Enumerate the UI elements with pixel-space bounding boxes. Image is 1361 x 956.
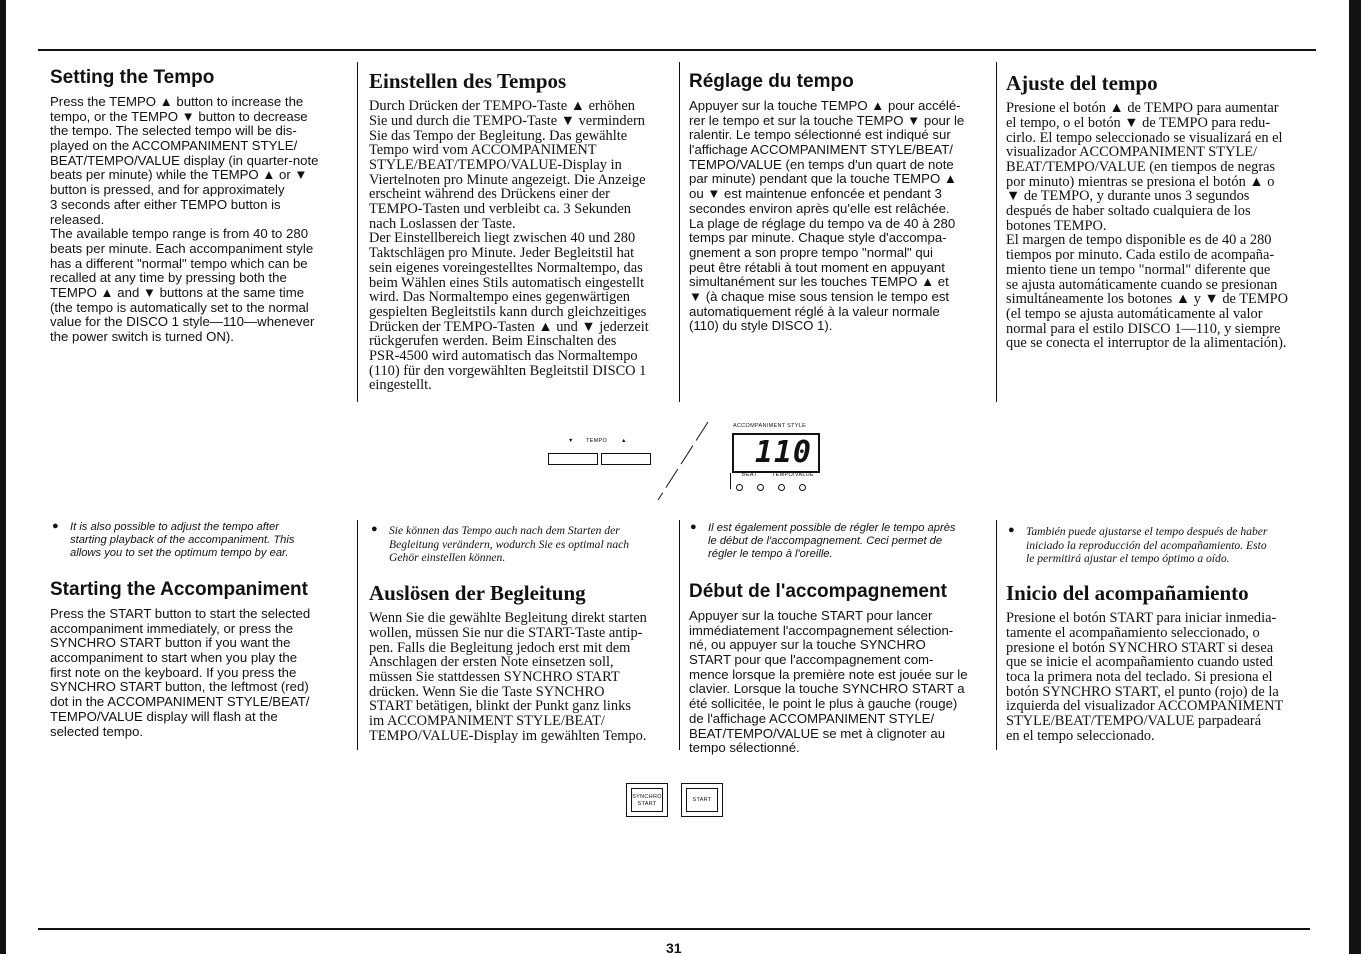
display-title: ACCOMPANIMENT STYLE xyxy=(733,423,807,429)
column-divider xyxy=(357,62,358,402)
column-divider xyxy=(996,62,997,402)
section-fr-tempo xyxy=(689,72,991,334)
section-body: Presione el botón ▲ de TEMPO para aumentar el tempo, o el botón ▼ de TEMPO para redu- cirlo. El tempo seleccionado se visualizará en el visualizador ACCOMPANIMENT STYLE/ BEAT/TEMPO/VALUE (en tiempos de negras por minuto) mientras se presiona el botón ▲ o ▼ de TEMPO, y durante unos 3 segundos después de haber soltado cualquiera de los botones TEMPO. El margen de tempo disponible es de 40 a 280 tiempos por minuto. Cada estilo de acompaña- miento tiene un tempo "normal" diferente que se ajusta automáticamente cuando se presionan simultáneamente los botones ▲ y ▼ de TEMPO (el tempo se ajusta automáticamente al valor normal para el estilo DISCO 1—110, y siempre que se conecta el interruptor de la alimentación). xyxy=(1006,100,1289,352)
bullet-icon: ● xyxy=(52,520,59,532)
synchro-start-inner xyxy=(631,788,663,812)
section-heading: Réglage du tempo xyxy=(689,71,854,92)
synchro-label-line2: START xyxy=(637,801,657,807)
beat-dot xyxy=(757,484,764,491)
bullet-icon: ● xyxy=(690,521,697,533)
tempo-down-icon: ▼ xyxy=(568,438,574,444)
section-fr-start xyxy=(689,582,991,756)
section-heading: Ajuste del tempo xyxy=(1006,71,1158,95)
bottom-rule xyxy=(38,928,1310,930)
column-divider xyxy=(679,62,680,402)
page-edge-left xyxy=(0,0,6,954)
note-text: Il est également possible de régler le tempo après le début de l'accompagnement. Ceci permet de régler le tempo à l'oreille. xyxy=(708,522,956,560)
note-es xyxy=(1008,525,1308,566)
tempo-label: TEMPO xyxy=(586,438,608,444)
lcd-value: 110 xyxy=(754,435,812,470)
start-label: START xyxy=(692,797,712,803)
pointer-line xyxy=(650,420,714,502)
beat-dot xyxy=(778,484,785,491)
section-body: Appuyer sur la touche START pour lancer immédiatement l'accompagnement sélection- né, ou appuyer sur la touche SYNCHRO START pour que l'accompagnement com- mence lorsque la première note est jouée sur le clavier. Lorsque la touche SYNCHRO START a été sollicitée, le point le plus à gauche (rouge) de l'affichage ACCOMPANIMENT STYLE/ BEAT/TEMPO/VALUE se met à clignoter au tempo sélectionné. xyxy=(689,607,968,756)
section-body: Appuyer sur la touche TEMPO ▲ pour accélé- rer le tempo et sur la touche TEMPO ▼ pour le ralentir. Le tempo sélectionné est indiqué sur l'affichage ACCOMPANIMENT STYLE/BEAT/ TEMPO/VALUE (en temps d'un quart de note par minute) pendant que la touche TEMPO ▲ ou ▼ est maintenue enfoncée et pendant 3 secondes environ après qu'elle est relâchée. La plage de réglage du tempo va de 40 à 280 temps par minute. Chaque style d'accompa- gnement a son propre tempo "normal" qui peut être rétabli à tout moment en appuyant simultanément sur les touches TEMPO ▲ et ▼ (à chaque mise sous tension le tempo est automatiquement réglé à la valeur normale (110) du style DISCO 1). xyxy=(689,97,965,334)
bullet-icon: ● xyxy=(371,523,378,535)
section-heading: Setting the Tempo xyxy=(50,67,215,88)
tempo-value-label: TEMPO/VALUE xyxy=(772,472,815,478)
column-divider xyxy=(996,520,997,750)
note-text: Sie können das Tempo auch nach dem Starten der Begleitung verändern, wodurch Sie es optimal nach Gehör einstellen können. xyxy=(389,524,630,564)
top-rule xyxy=(38,49,1316,51)
note-de xyxy=(371,524,671,565)
tempo-lcd-display xyxy=(732,433,820,473)
section-heading: Auslösen der Begleitung xyxy=(369,581,586,605)
tempo-down-button[interactable] xyxy=(548,453,598,465)
beat-dot xyxy=(799,484,806,491)
bracket-line xyxy=(730,473,731,489)
accompaniment-display-figure xyxy=(728,423,828,495)
section-es-start xyxy=(1006,582,1310,743)
column-divider xyxy=(679,520,680,750)
section-heading: Début de l'accompagnement xyxy=(689,581,947,602)
note-text: También puede ajustarse el tempo después de haber iniciado la reproducción del acompañamiento. Esto le permitirá ajustar el tempo óptimo a oído. xyxy=(1026,525,1268,565)
bullet-icon: ● xyxy=(1008,524,1015,536)
tempo-up-icon: ▲ xyxy=(621,438,627,444)
beat-label: BEAT xyxy=(742,472,758,478)
synchro-start-button[interactable] xyxy=(626,783,668,817)
section-de-start xyxy=(369,582,674,743)
section-de-tempo xyxy=(369,70,674,393)
section-body: Presione el botón START para iniciar inmedia- tamente el acompañamiento seleccionado, o presione el botón SYNCHRO START si desea que se inicie el acompañamiento cuando usted toca la primera nota del teclado. Si presiona el botón SYNCHRO START, el punto (rojo) de la izquierda del visualizador ACCOMPANIMENT STYLE/BEAT/TEMPO/VALUE parpadeará en el tempo seleccionado. xyxy=(1006,610,1284,744)
synchro-label-line1: SYNCHRO xyxy=(632,794,662,800)
section-body: Press the START button to start the selected accompaniment immediately, or press the SYNCHRO START button if you want the accompaniment to start when you play the first note on the keyboard. If you press the SYNCHRO START button, the leftmost (red) dot in the ACCOMPANIMENT STYLE/BEAT/ TEMPO/VALUE display will flash at the selected tempo. xyxy=(50,605,311,739)
section-body: Wenn Sie die gewählte Begleitung direkt starten wollen, müssen Sie nur die START-Taste antip- pen. Falls die Begleitung jedoch erst mit dem Anschlagen der ersten Note einsetzen soll, müssen Sie stattdessen SYNCHRO START drücken. Wenn Sie die Taste SYNCHRO START betätigen, blinkt der Punkt ganz links im ACCOMPANIMENT STYLE/BEAT/ TEMPO/VALUE-Display im gewählten Tempo. xyxy=(369,610,647,744)
note-text: It is also possible to adjust the tempo after starting playback of the accompaniment. This allows you to set the optimum tempo by ear. xyxy=(70,521,295,559)
section-body: Press the TEMPO ▲ button to increase the tempo, or the TEMPO ▼ button to decrease the tempo. The selected tempo will be dis- played on the ACCOMPANIMENT STYLE/ BEAT/TEMPO/VALUE display (in quarter-note beats per minute) while the TEMPO ▲ or ▼ button is pressed, and for approximately 3 seconds after either TEMPO button is released. The available tempo range is from 40 to 280 beats per minute. Each accompaniment style has a different "normal" tempo which can be recalled at any time by pressing both the TEMPO ▲ and ▼ buttons at the same time (the tempo is automatically set to the normal value for the DISCO 1 style—110—whenever the power switch is turned ON). xyxy=(50,93,319,345)
beat-dot-red xyxy=(736,484,743,491)
section-es-tempo xyxy=(1006,72,1310,351)
section-heading: Starting the Accompaniment xyxy=(50,579,308,600)
start-inner xyxy=(686,788,718,812)
section-en-start xyxy=(50,580,350,739)
page-edge-right xyxy=(1349,0,1361,954)
note-en xyxy=(52,521,352,560)
tempo-up-button[interactable] xyxy=(601,453,651,465)
section-heading: Einstellen des Tempos xyxy=(369,69,567,93)
section-en-tempo xyxy=(50,68,350,345)
page-number: 31 xyxy=(666,940,682,956)
start-button[interactable] xyxy=(681,783,723,817)
section-body: Durch Drücken der TEMPO-Taste ▲ erhöhen Sie und durch die TEMPO-Taste ▼ vermindern Sie das Tempo der Begleitung. Das gewählte Tempo wird vom ACCOMPANIMENT STYLE/BEAT/TEMPO/VALUE-Display in Viertelnoten pro Minute angezeigt. Die Anzeige erscheint während des Drückens einer der TEMPO-Tasten und verbleibt ca. 3 Sekunden nach Loslassen der Taste. Der Einstellbereich liegt zwischen 40 und 280 Taktschlägen pro Minute. Jeder Begleitstil hat sein eigenes voreingestelltes Normaltempo, das beim Wählen eines Stils automatisch eingestellt wird. Das Normaltempo eines gegenwärtigen gespielten Begleitstils kann durch gleichzeitiges Drücken der TEMPO-Tasten ▲ und ▼ jederzeit rückgerufen werden. Beim Einschalten des PSR-4500 wird automatisch das Normaltempo (110) für den vorgewählten Begleitstil DISCO 1 eingestellt. xyxy=(369,98,649,394)
column-divider xyxy=(357,520,358,750)
section-heading: Inicio del acompañamiento xyxy=(1006,581,1249,605)
note-fr xyxy=(690,522,990,561)
tempo-buttons-figure xyxy=(548,436,658,468)
